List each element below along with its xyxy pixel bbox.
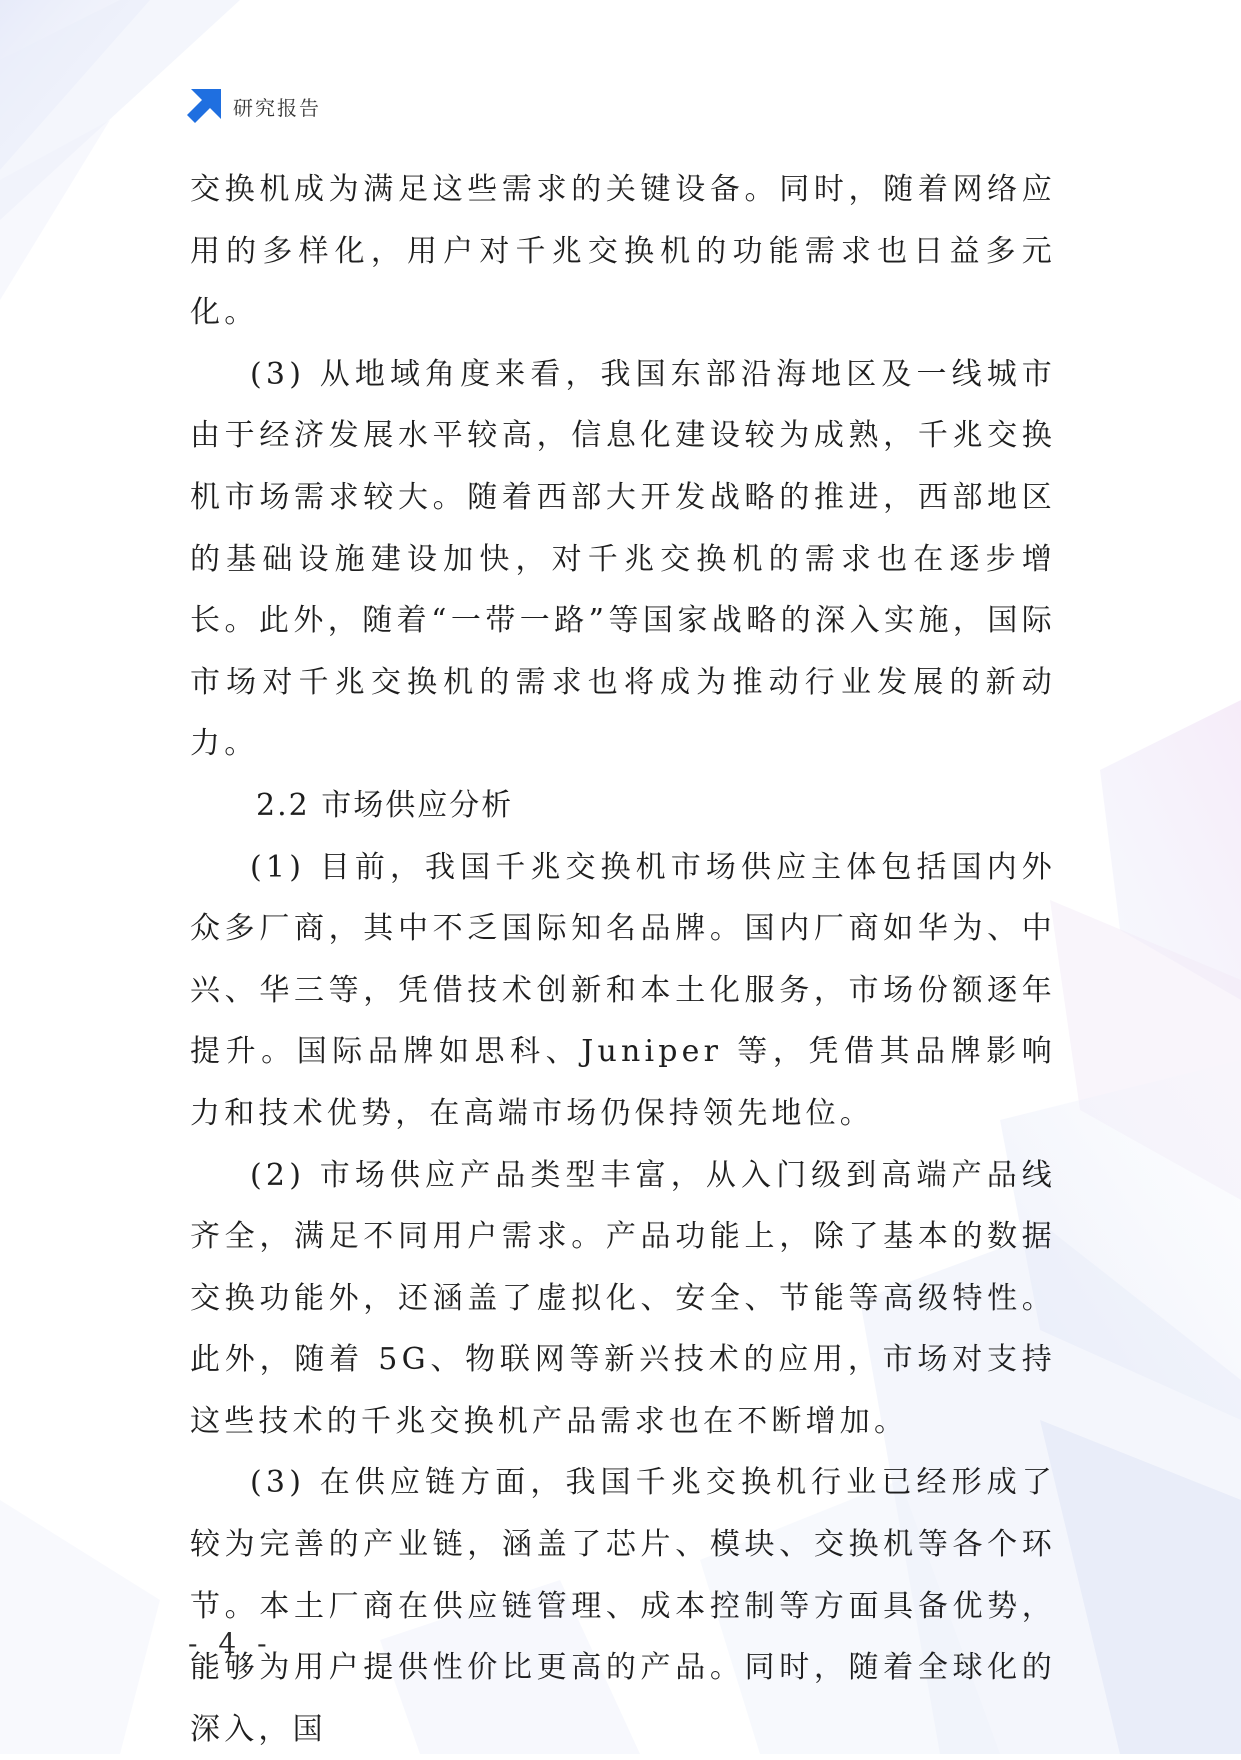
arrow-up-right-icon: [187, 89, 221, 123]
report-header: [187, 88, 321, 124]
body-paragraph: (3) 在供应链方面，我国千兆交换机行业已经形成了较为完善的产业链，涵盖了芯片、模块、交换机等各个环节。本土厂商在供应链管理、成本控制等方面具备优势，能够为用户提供性价比更高的产品。同时，随着全球化的深入，国: [190, 1465, 1056, 1747]
body-paragraph: (2) 市场供应产品类型丰富，从入门级到高端产品线齐全，满足不同用户需求。产品功能上，除了基本的数据交换功能外，还涵盖了虚拟化、安全、节能等高级特性。此外，随着 5G、物联网等新兴技术的应用，市场对支持这些技术的千兆交换机产品需求也在不断增加。: [190, 1157, 1056, 1439]
header-title: 研究报告: [233, 95, 321, 120]
body-paragraph: (1) 目前，我国千兆交换机市场供应主体包括国内外众多厂商，其中不乏国际知名品牌。国内厂商如华为、中兴、华三等，凭借技术创新和本土化服务，市场份额逐年提升。国际品牌如思科、Juniper 等，凭借其品牌影响力和技术优势，在高端市场仍保持领先地位。: [190, 849, 1056, 1131]
document-body: [190, 159, 1056, 1760]
page-number: - 4 -: [188, 1627, 273, 1660]
body-paragraph: (3) 从地域角度来看，我国东部沿海地区及一线城市由于经济发展水平较高，信息化建设较为成熟，千兆交换机市场需求较大。随着西部大开发战略的推进，西部地区的基础设施建设加快，对千兆交换机的需求也在逐步增长。此外，随着“一带一路”等国家战略的深入实施，国际市场对千兆交换机的需求也将成为推动行业发展的新动力。: [190, 356, 1056, 762]
section-heading: 2.2 市场供应分析: [256, 787, 514, 823]
body-paragraph: 交换机成为满足这些需求的关键设备。同时，随着网络应用的多样化，用户对千兆交换机的功能需求也日益多元化。: [190, 172, 1056, 331]
